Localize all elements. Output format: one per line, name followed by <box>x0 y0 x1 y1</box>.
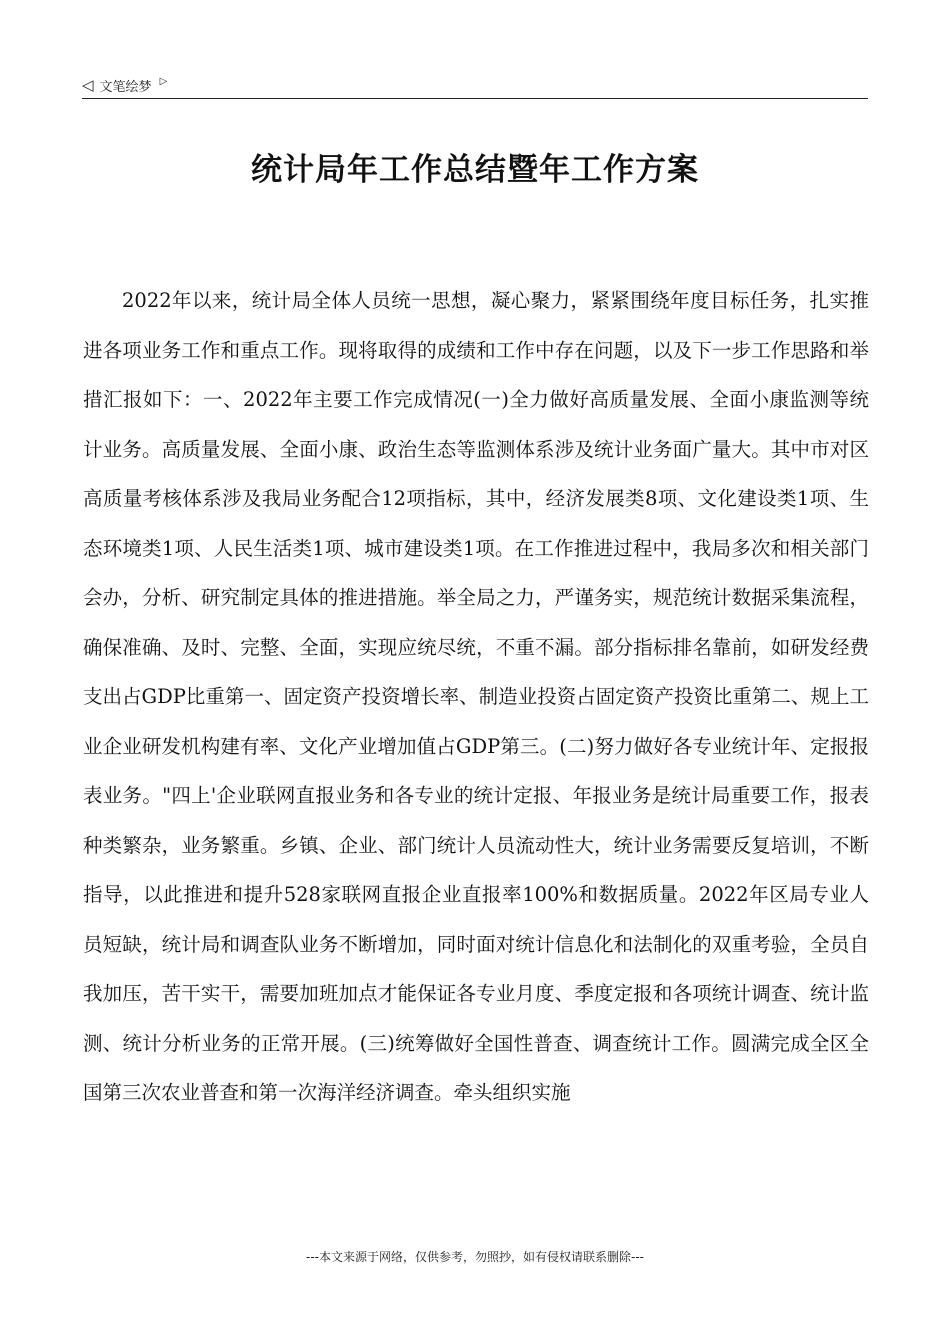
triangle-left-icon: ◁ <box>82 75 94 94</box>
document-body: 2022年以来，统计局全体人员统一思想，凝心聚力，紧紧围绕年度目标任务，扎实推进各项业务工作和重点工作。现将取得的成绩和工作中存在问题，以及下一步工作思路和举措汇报如下：一、2022年主要工作完成情况(一)全力做好高质量发展、全面小康监测等统计业务。高质量发展、全面小康、政治生态等监测体系涉及统计业务面广量大。其中市对区高质量考核体系涉及我局业务配合12项指标，其中，经济发展类8项、文化建设类1项、生态环境类1项、人民生活类1项、城市建设类1项。在工作推进过程中，我局多次和相关部门会办，分析、研究制定具体的推进措施。举全局之力，严谨务实，规范统计数据采集流程，确保准确、及时、完整、全面，实现应统尽统，不重不漏。部分指标排名靠前，如研发经费支出占GDP比重第一、固定资产投资增长率、制造业投资占固定资产投资比重第二、规上工业企业研发机构建有率、文化产业增加值占GDP第三。(二)努力做好各专业统计年、定报报表业务。"四上'企业联网直报业务和各专业的统计定报、年报业务是统计局重要工作，报表种类繁杂，业务繁重。乡镇、企业、部门统计人员流动性大，统计业务需要反复培训，不断指导，以此推进和提升528家联网直报企业直报率100%和数据质量。2022年区局专业人员短缺，统计局和调查队业务不断增加，同时面对统计信息化和法制化的双重考验，全员自我加压，苦干实干，需要加班加点才能保证各专业月度、季度定报和各项统计调查、统计监测、统计分析业务的正常开展。(三)统筹做好全国性普查、调查统计工作。圆满完成全区全国第三次农业普查和第一次海洋经济调查。牵头组织实施 <box>83 289 869 1104</box>
document-title: 统计局年工作总结暨年工作方案 <box>251 152 699 188</box>
triangle-right-icon: ▷ <box>159 76 168 87</box>
page-header <box>82 72 868 99</box>
footer-notice: ---本文来源于网络，仅供参考，勿照抄，如有侵权请联系删除--- <box>306 1250 644 1264</box>
header-brand: 文笔绘梦 <box>99 79 152 95</box>
